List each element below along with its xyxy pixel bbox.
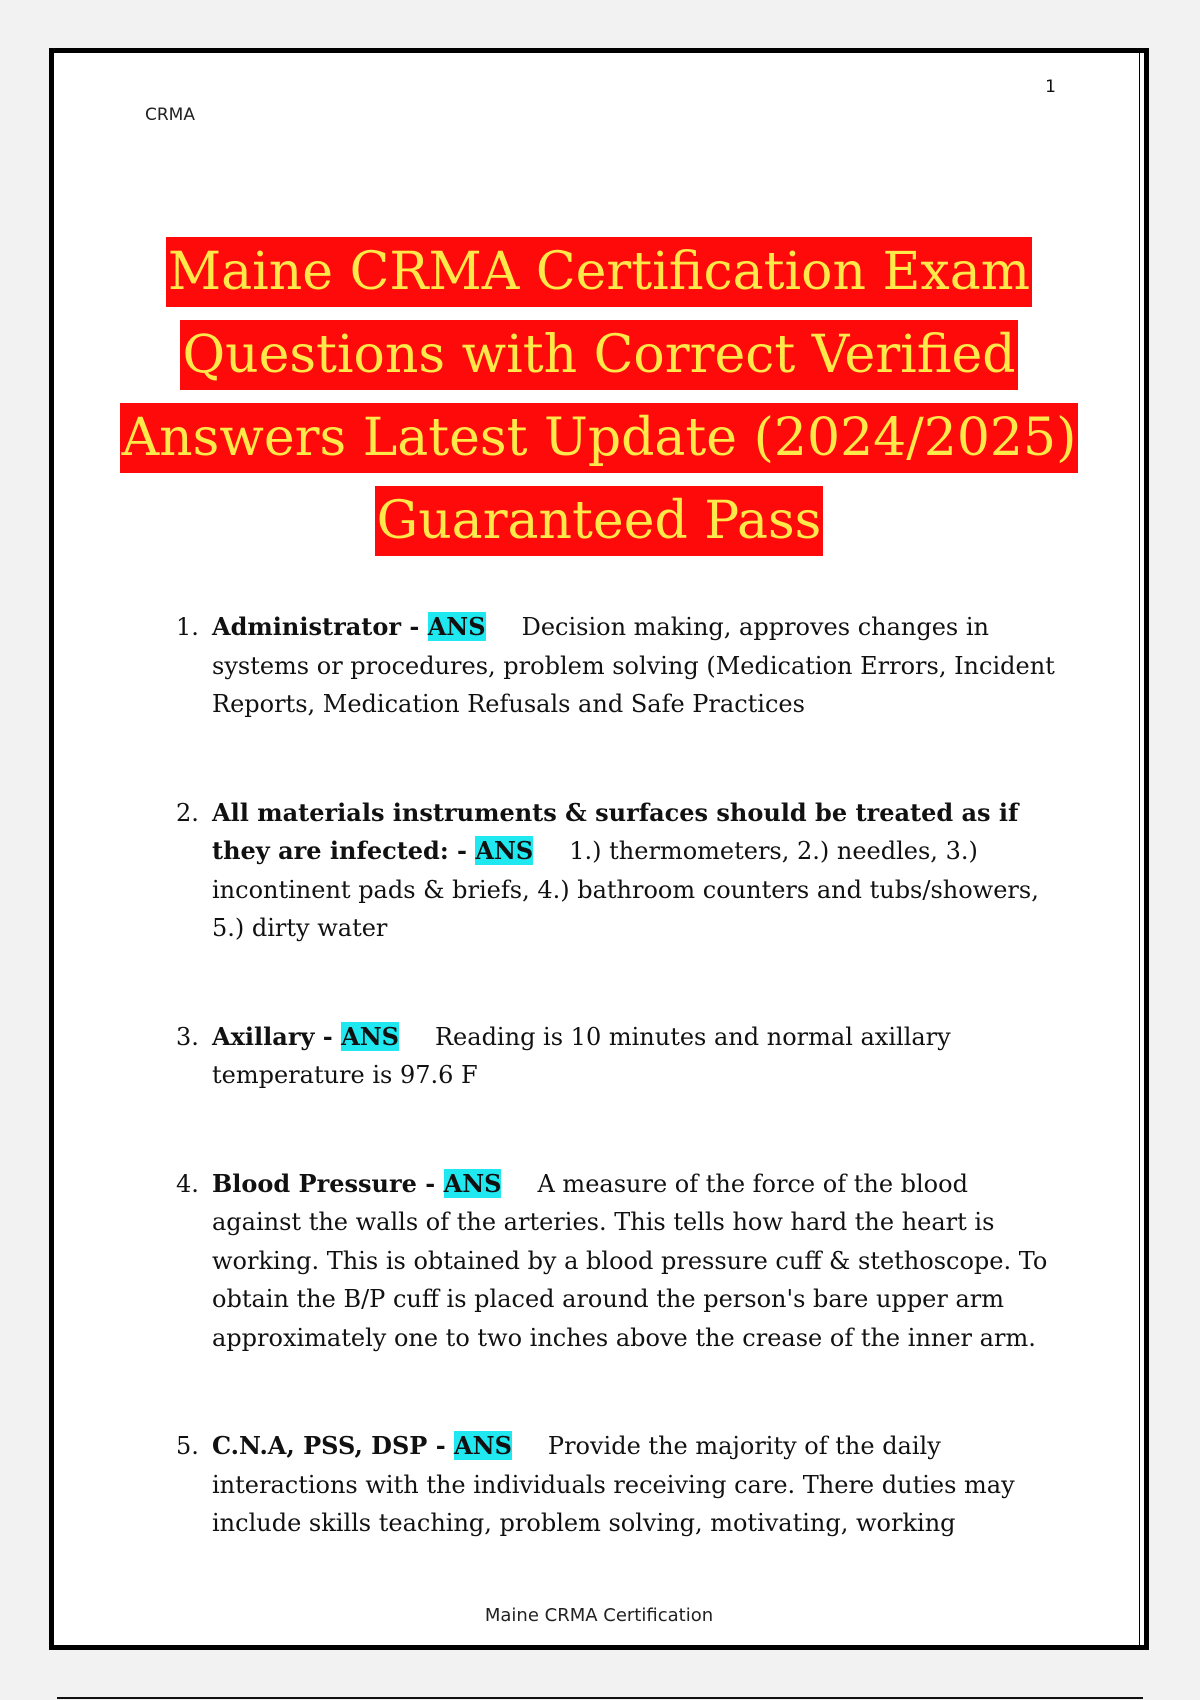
header-text: CRMA — [145, 105, 195, 125]
page-border-line — [1139, 53, 1140, 1645]
title-line: Maine CRMA Certification Exam — [166, 237, 1032, 307]
title-line: Answers Latest Update (2024/2025) — [120, 403, 1079, 473]
ans-label: ANS — [454, 1431, 512, 1460]
question-list — [176, 608, 1064, 1543]
list-item — [176, 794, 1064, 948]
item-answer: A measure of the force of the blood against the walls of the arteries. This tells how hard the heart is working. This is obtained by a blood pressure cuff & stethoscope. To obtain the B/P cuff is placed around the person's bare upper arm approximately one to two inches above the crease of the inner arm. — [212, 1169, 1048, 1352]
next-page-edge — [57, 1697, 1143, 1699]
item-term: Axillary - — [212, 1021, 342, 1051]
title-line: Guaranteed Pass — [375, 486, 824, 556]
item-term: C.N.A, PSS, DSP - — [212, 1431, 455, 1460]
item-answer: Provide the majority of the daily interactions with the individuals receiving care. There duties may include skills teaching, problem solving, motivating, working — [212, 1432, 1015, 1537]
item-number: 4. — [176, 1169, 199, 1198]
item-answer: Decision making, approves changes in systems or procedures, problem solving (Medication Errors, Incident Reports, Medication Refusals and Safe Practices — [212, 613, 1055, 718]
item-number: 1. — [176, 613, 199, 641]
list-item — [176, 608, 1064, 724]
item-answer: Reading is 10 minutes and normal axillary temperature is 97.6 F — [212, 1022, 951, 1089]
item-answer: 1.) thermometers, 2.) needles, 3.) incontinent pads & briefs, 4.) bathroom counters and tubs/showers, 5.) dirty water — [212, 837, 1039, 942]
list-item — [176, 1165, 1064, 1358]
item-term: All materials instruments & surfaces should be treated as if they are infected: - — [212, 797, 1019, 865]
ans-label: ANS — [427, 612, 486, 641]
document-title — [94, 231, 1104, 563]
page-number: 1 — [1045, 77, 1056, 97]
item-number: 3. — [176, 1022, 199, 1051]
item-number: 2. — [176, 798, 199, 827]
list-item — [176, 1018, 1064, 1095]
page-footer: Maine CRMA Certification — [484, 1605, 714, 1626]
ans-label: ANS — [475, 836, 534, 865]
title-line: Questions with Correct Verified — [180, 320, 1017, 390]
item-number: 5. — [176, 1432, 199, 1460]
item-term: Blood Pressure - — [212, 1168, 444, 1198]
ans-label: ANS — [443, 1168, 502, 1198]
document-page — [49, 48, 1149, 1650]
list-item — [176, 1427, 1064, 1543]
item-term: Administrator - — [212, 612, 428, 641]
ans-label: ANS — [341, 1021, 399, 1051]
